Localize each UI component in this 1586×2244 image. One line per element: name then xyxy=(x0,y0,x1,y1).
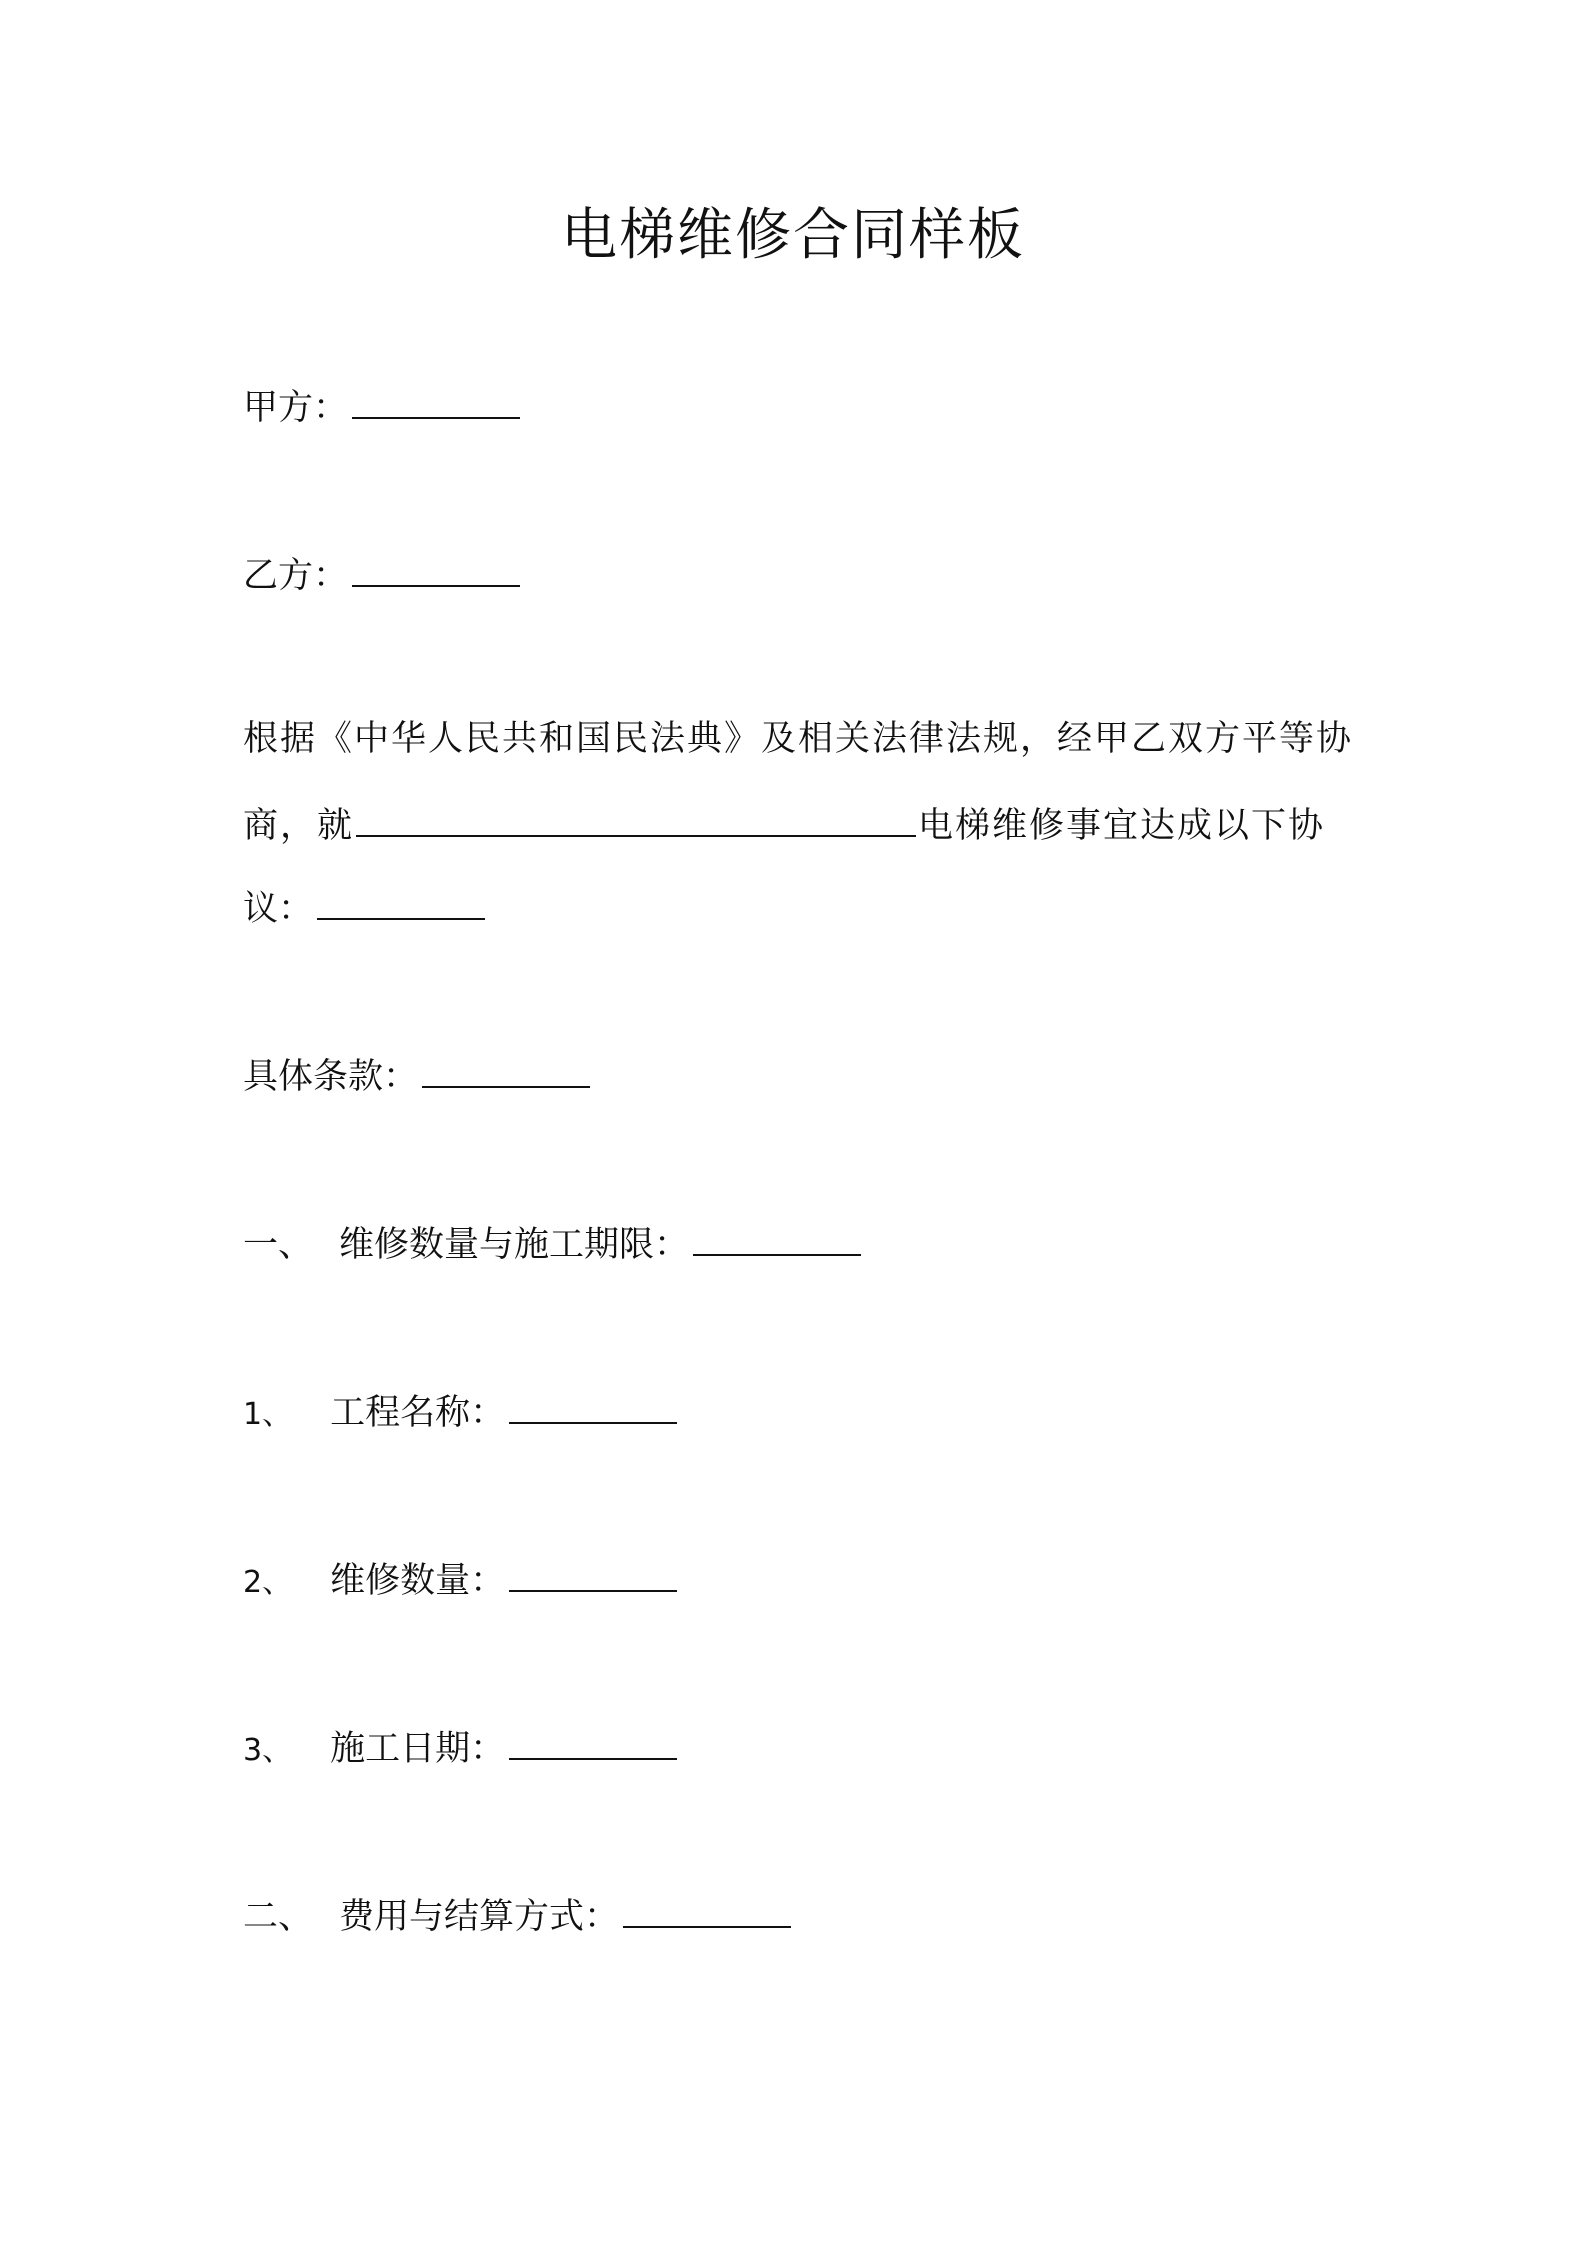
party-b-label: 乙方： xyxy=(243,556,349,596)
section-2-number: 二、 xyxy=(243,1897,314,1937)
preamble-line-1 xyxy=(243,714,1353,764)
item-1-number: 1、 xyxy=(243,1397,293,1432)
party-b-line xyxy=(243,547,520,601)
terms-line xyxy=(243,1048,590,1102)
item-3-line xyxy=(243,1720,677,1776)
section-2-line xyxy=(243,1888,791,1942)
party-a-line xyxy=(243,379,520,433)
party-a-label: 甲方： xyxy=(243,388,349,428)
section-1-number: 一、 xyxy=(243,1225,314,1265)
section-2-blank xyxy=(623,1888,791,1928)
item-3-label: 施工日期： xyxy=(330,1729,506,1769)
preamble-text-2-end: 电梯维修事宜达成以下协 xyxy=(918,806,1326,846)
party-b-blank xyxy=(352,547,520,587)
item-1-label: 工程名称： xyxy=(330,1393,506,1433)
item-2-blank xyxy=(509,1552,677,1592)
preamble-line-2 xyxy=(243,797,1325,851)
section-1-label: 维修数量与施工期限： xyxy=(339,1225,690,1265)
elevator-location-blank xyxy=(356,797,916,837)
page-title: 电梯维修合同样板 xyxy=(561,203,1025,268)
item-1-line xyxy=(243,1384,677,1440)
item-3-blank xyxy=(509,1720,677,1760)
preamble-text-2-start: 商，就 xyxy=(243,806,355,846)
preamble-text-3: 议： xyxy=(243,889,314,929)
section-1-blank xyxy=(693,1216,861,1256)
party-a-blank xyxy=(352,379,520,419)
preamble-text-1: 根据《中华人民共和国民法典》及相关法律法规，经甲乙双方平等协 xyxy=(243,719,1354,759)
item-2-label: 维修数量： xyxy=(330,1561,506,1601)
item-3-number: 3、 xyxy=(243,1733,293,1768)
item-1-blank xyxy=(509,1384,677,1424)
preamble-line-3 xyxy=(243,880,485,934)
section-2-label: 费用与结算方式： xyxy=(339,1897,620,1937)
terms-label: 具体条款： xyxy=(243,1057,419,1097)
agreement-blank xyxy=(317,880,485,920)
item-2-line xyxy=(243,1552,677,1608)
section-1-line xyxy=(243,1216,861,1270)
terms-blank xyxy=(422,1048,590,1088)
item-2-number: 2、 xyxy=(243,1565,293,1600)
